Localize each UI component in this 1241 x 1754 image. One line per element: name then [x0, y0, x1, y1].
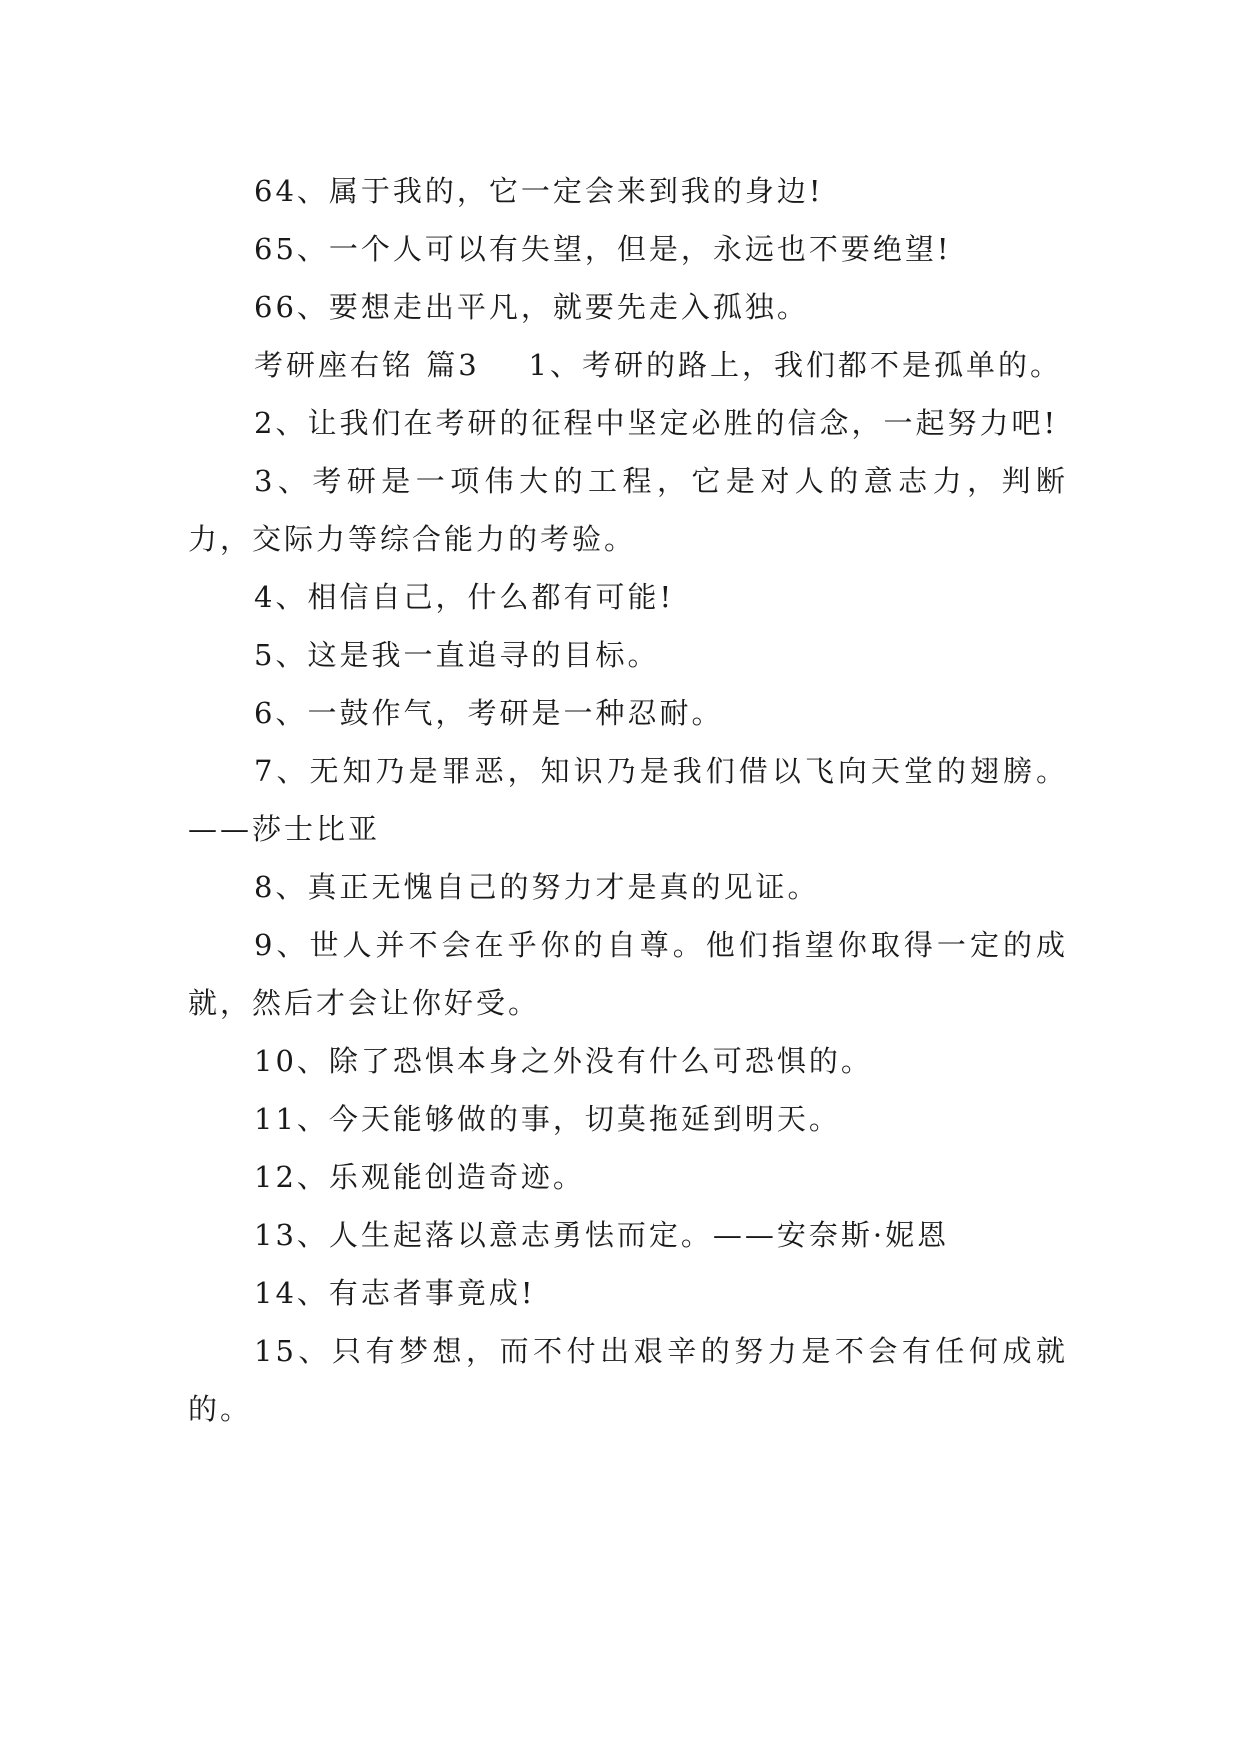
paragraph-64: 64、属于我的，它一定会来到我的身边!	[254, 174, 824, 208]
section-heading-paragraph-1: 考研座右铭 篇3 1、考研的路上，我们都不是孤单的。	[254, 348, 1062, 382]
paragraph-6: 6、一鼓作气，考研是一种忍耐。	[254, 696, 724, 730]
paragraph-14: 14、有志者事竟成!	[254, 1276, 536, 1310]
paragraph-5: 5、这是我一直追寻的目标。	[254, 638, 660, 672]
paragraph-3: 3、考研是一项伟大的工程，它是对人的意志力，判断力，交际力等综合能力的考验。	[188, 464, 1068, 556]
paragraph-9: 9、世人并不会在乎你的自尊。他们指望你取得一定的成就，然后才会让你好受。	[188, 928, 1068, 1020]
paragraph-15: 15、只有梦想，而不付出艰辛的努力是不会有任何成就的。	[188, 1334, 1068, 1426]
paragraph-7: 7、无知乃是罪恶，知识乃是我们借以飞向天堂的翅膀。——莎士比亚	[188, 754, 1068, 846]
paragraph-10: 10、除了恐惧本身之外没有什么可恐惧的。	[254, 1044, 873, 1078]
paragraph-11: 11、今天能够做的事，切莫拖延到明天。	[254, 1102, 841, 1136]
paragraph-8: 8、真正无愧自己的努力才是真的见证。	[254, 870, 820, 904]
document-body	[188, 162, 1068, 1438]
paragraph-2: 2、让我们在考研的征程中坚定必胜的信念，一起努力吧!	[254, 406, 1059, 440]
paragraph-66: 66、要想走出平凡，就要先走入孤独。	[254, 290, 809, 324]
paragraph-12: 12、乐观能创造奇迹。	[254, 1160, 585, 1194]
paragraph-65: 65、一个人可以有失望，但是，永远也不要绝望!	[254, 232, 952, 266]
paragraph-4: 4、相信自己，什么都有可能!	[254, 580, 675, 614]
paragraph-13: 13、人生起落以意志勇怯而定。——安奈斯·妮恩	[254, 1218, 950, 1252]
